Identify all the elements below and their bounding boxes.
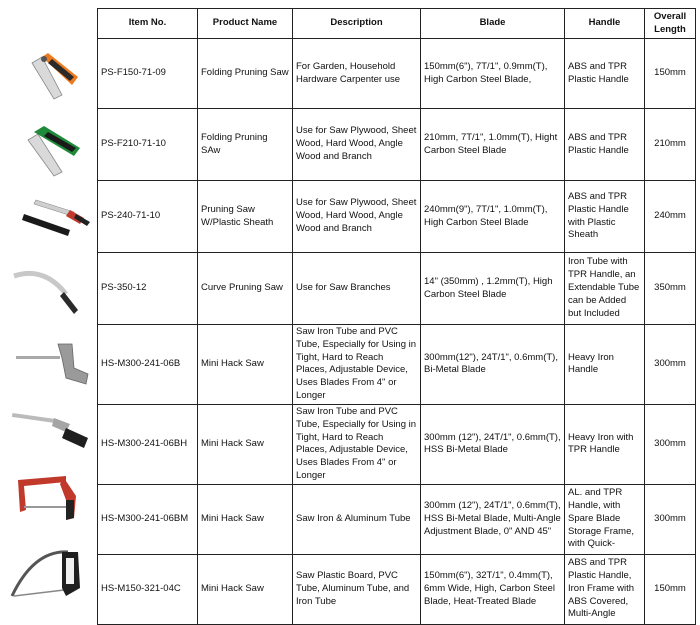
table-row (98, 404, 696, 484)
blade-cell: 14" (350mm) , 1.2mm(T), High Carbon Steel Blade (421, 253, 565, 325)
item-no-cell: PS-F210-71-10 (98, 109, 198, 181)
length-cell: 300mm (645, 325, 696, 405)
table-row (98, 253, 696, 325)
length-cell: 210mm (645, 109, 696, 181)
description-cell: Saw Iron Tube and PVC Tube, Especially for Using in Tight, Hard to Reach Places, Adjustable Device, Uses Blades From 4" or Longer (293, 404, 421, 484)
blade-cell: 210mm, 7T/1", 1.0mm(T), Hight Carbon Steel Blade (421, 109, 565, 181)
table-row (98, 39, 696, 109)
table-row (98, 181, 696, 253)
handle-cell: Heavy Iron with TPR Handle (565, 404, 645, 484)
curve-saw-icon (4, 258, 92, 320)
item-no-cell: PS-F150-71-09 (98, 39, 198, 109)
folding-saw-orange-icon (4, 43, 92, 103)
description-cell: Use for Saw Plywood, Sheet Wood, Hard Wood, Angle Wood and Branch (293, 181, 421, 253)
product-name-cell: Mini Hack Saw (198, 554, 293, 624)
header-blade: Blade (421, 9, 565, 39)
hacksaw-frame-red-icon (4, 466, 92, 530)
blade-cell: 300mm (12"), 24T/1", 0.6mm(T), HSS Bi-Metal Blade (421, 404, 565, 484)
length-cell: 240mm (645, 181, 696, 253)
product-name-cell: Pruning Saw W/Plastic Sheath (198, 181, 293, 253)
table-row (98, 484, 696, 554)
mini-hacksaw-tpr-icon (4, 398, 92, 460)
header-item-no: Item No. (98, 9, 198, 39)
handle-cell: Heavy Iron Handle (565, 325, 645, 405)
product-name-cell: Folding Pruning Saw (198, 39, 293, 109)
table-header-row (98, 9, 696, 39)
blade-cell: 300mm (12"), 24T/1", 0.6mm(T), HSS Bi-Metal Blade, Multi-Angle Adjustment Blade, 0" AND 45" (421, 484, 565, 554)
description-cell: Saw Plastic Board, PVC Tube, Aluminum Tube, and Iron Tube (293, 554, 421, 624)
handle-cell: ABS and TPR Plastic Handle with Plastic Sheath (565, 181, 645, 253)
item-no-cell: HS-M300-241-06BM (98, 484, 198, 554)
table-row (98, 109, 696, 181)
folding-saw-green-icon (4, 118, 92, 178)
product-table (97, 8, 696, 625)
table-row (98, 554, 696, 624)
coping-saw-icon (4, 538, 92, 610)
item-no-cell: PS-350-12 (98, 253, 198, 325)
length-cell: 150mm (645, 39, 696, 109)
header-product-name: Product Name (198, 9, 293, 39)
description-cell: Saw Iron & Aluminum Tube (293, 484, 421, 554)
table-row (98, 325, 696, 405)
handle-cell: ABS and TPR Plastic Handle (565, 39, 645, 109)
product-name-cell: Mini Hack Saw (198, 325, 293, 405)
handle-cell: ABS and TPR Plastic Handle (565, 109, 645, 181)
length-cell: 300mm (645, 404, 696, 484)
blade-cell: 240mm(9"), 7T/1", 1.0mm(T), High Carbon Steel Blade (421, 181, 565, 253)
handle-cell: Iron Tube with TPR Handle, an Extendable Tube can be Added but Included (565, 253, 645, 325)
product-name-cell: Folding Pruning SAw (198, 109, 293, 181)
mini-hacksaw-grey-icon (4, 328, 92, 392)
description-cell: Saw Iron Tube and PVC Tube, Especially for Using in Tight, Hard to Reach Places, Adjustable Device, Uses Blades From 4" or Longer (293, 325, 421, 405)
sheath-saw-icon (4, 190, 92, 252)
length-cell: 350mm (645, 253, 696, 325)
header-handle: Handle (565, 9, 645, 39)
description-cell: For Garden, Household Hardware Carpenter use (293, 39, 421, 109)
length-cell: 300mm (645, 484, 696, 554)
blade-cell: 150mm(6"), 7T/1", 0.9mm(T), High Carbon Steel Blade, (421, 39, 565, 109)
description-cell: Use for Saw Branches (293, 253, 421, 325)
handle-cell: ABS and TPR Plastic Handle, Iron Frame with ABS Covered, Multi-Angle (565, 554, 645, 624)
item-no-cell: PS-240-71-10 (98, 181, 198, 253)
header-description: Description (293, 9, 421, 39)
header-overall-length: Overall Length (645, 9, 696, 39)
product-name-cell: Mini Hack Saw (198, 404, 293, 484)
item-no-cell: HS-M150-321-04C (98, 554, 198, 624)
blade-cell: 300mm(12"), 24T/1", 0.6mm(T), Bi-Metal Blade (421, 325, 565, 405)
product-name-cell: Mini Hack Saw (198, 484, 293, 554)
item-no-cell: HS-M300-241-06BH (98, 404, 198, 484)
blade-cell: 150mm(6"), 32T/1", 0.4mm(T), 6mm Wide, High, Carbon Steel Blade, Heat-Treated Blade (421, 554, 565, 624)
description-cell: Use for Saw Plywood, Sheet Wood, Hard Wood, Angle Wood and Branch (293, 109, 421, 181)
item-no-cell: HS-M300-241-06B (98, 325, 198, 405)
handle-cell: AL. and TPR Handle, with Spare Blade Storage Frame, with Quick- (565, 484, 645, 554)
product-name-cell: Curve Pruning Saw (198, 253, 293, 325)
length-cell: 150mm (645, 554, 696, 624)
